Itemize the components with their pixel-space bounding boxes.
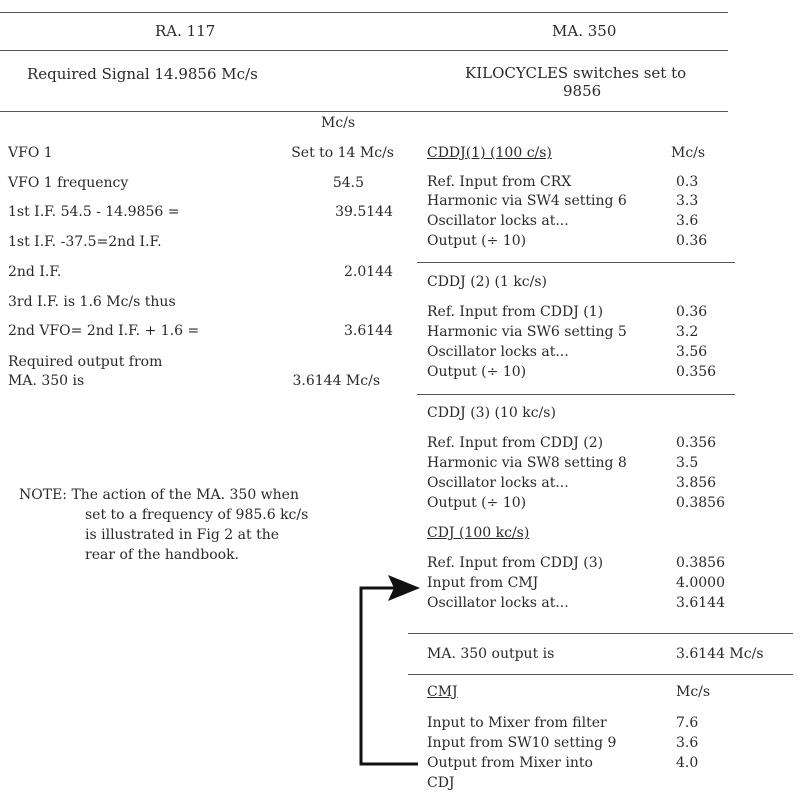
cddj2-label: Oscillator locks at... bbox=[427, 344, 569, 360]
left-row-value: 2.0144 bbox=[344, 264, 393, 280]
cddj1-value: 3.3 bbox=[676, 193, 699, 209]
cmj-last-line: CDJ bbox=[427, 775, 455, 791]
right-title: MA. 350 bbox=[552, 22, 617, 40]
kilocycles-line1: KILOCYCLES switches set to bbox=[465, 64, 687, 82]
required-output-line1: Required output from bbox=[8, 354, 163, 370]
output-label: MA. 350 output is bbox=[427, 646, 555, 662]
cmj-value: 7.6 bbox=[676, 715, 699, 731]
header-rule bbox=[0, 50, 728, 51]
cddj1-label: Oscillator locks at... bbox=[427, 213, 569, 229]
left-row-value: Set to 14 Mc/s bbox=[291, 145, 394, 161]
cddj3-label: Output (÷ 10) bbox=[427, 495, 527, 511]
cddj1-unit: Mc/s bbox=[671, 145, 706, 161]
cddj1-label: Output (÷ 10) bbox=[427, 233, 527, 249]
cddj1-title: CDDJ(1) (100 c/s) bbox=[427, 145, 552, 161]
cddj1-label: Ref. Input from CRX bbox=[427, 174, 572, 190]
cddj3-value: 0.3856 bbox=[676, 495, 725, 511]
note-line3: is illustrated in Fig 2 at the bbox=[85, 527, 279, 543]
cdj-value: 4.0000 bbox=[676, 575, 725, 591]
cddj2-rule bbox=[417, 262, 735, 263]
left-row-value: 54.5 bbox=[332, 175, 364, 191]
cdj-title: CDJ (100 kc/s) bbox=[427, 525, 530, 541]
output-bottom-rule bbox=[408, 674, 793, 675]
cddj2-value: 0.356 bbox=[676, 364, 717, 380]
left-unit: Mc/s bbox=[321, 115, 356, 131]
cddj1-value: 3.6 bbox=[676, 213, 699, 229]
required-signal: Required Signal 14.9856 Mc/s bbox=[27, 65, 258, 83]
cddj2-label: Ref. Input from CDDJ (1) bbox=[427, 304, 604, 320]
cddj3-value: 3.856 bbox=[676, 475, 717, 491]
cddj3-label: Ref. Input from CDDJ (2) bbox=[427, 435, 604, 451]
cmj-value: 3.6 bbox=[676, 735, 699, 751]
note-line1: NOTE: The action of the MA. 350 when bbox=[19, 487, 299, 503]
cdj-value: 0.3856 bbox=[676, 555, 725, 571]
left-row-label: VFO 1 bbox=[8, 145, 53, 161]
kilocycles-line2: 9856 bbox=[563, 82, 602, 100]
cddj2-value: 3.56 bbox=[676, 344, 708, 360]
cmj-label: Input to Mixer from filter bbox=[427, 715, 607, 731]
note-line4: rear of the handbook. bbox=[85, 547, 239, 563]
output-value: 3.6144 Mc/s bbox=[676, 646, 764, 662]
sub-rule bbox=[0, 111, 728, 112]
left-row-label: 2nd VFO= 2nd I.F. + 1.6 = bbox=[8, 323, 200, 339]
cddj2-value: 0.36 bbox=[676, 304, 708, 320]
left-row-label: VFO 1 frequency bbox=[8, 175, 129, 191]
cddj3-label: Oscillator locks at... bbox=[427, 475, 569, 491]
left-row-value: 3.6144 bbox=[344, 323, 393, 339]
cddj2-value: 3.2 bbox=[676, 324, 699, 340]
left-row-label: 1st I.F. -37.5=2nd I.F. bbox=[8, 234, 162, 250]
top-rule bbox=[0, 12, 728, 13]
cddj1-label: Harmonic via SW4 setting 6 bbox=[427, 193, 627, 209]
cddj3-rule bbox=[417, 394, 735, 395]
cddj3-value: 3.5 bbox=[676, 455, 699, 471]
output-top-rule bbox=[408, 633, 793, 634]
left-row-label: 3rd I.F. is 1.6 Mc/s thus bbox=[8, 294, 176, 310]
cmj-value: 4.0 bbox=[676, 755, 699, 771]
left-row-label: 1st I.F. 54.5 - 14.9856 = bbox=[8, 204, 180, 220]
cmj-label: Output from Mixer into bbox=[427, 755, 593, 771]
cdj-value: 3.6144 bbox=[676, 595, 725, 611]
required-output-line2: MA. 350 is bbox=[8, 373, 85, 389]
cddj3-value: 0.356 bbox=[676, 435, 717, 451]
left-title: RA. 117 bbox=[155, 22, 216, 40]
cmj-label: Input from SW10 setting 9 bbox=[427, 735, 617, 751]
cddj3-title: CDDJ (3) (10 kc/s) bbox=[427, 405, 556, 421]
cdj-label: Input from CMJ bbox=[427, 575, 539, 591]
left-row-value: 39.5144 bbox=[335, 204, 393, 220]
cddj2-label: Output (÷ 10) bbox=[427, 364, 527, 380]
required-output-value: 3.6144 Mc/s bbox=[292, 373, 380, 389]
cmj-title: CMJ bbox=[427, 684, 458, 700]
cddj3-label: Harmonic via SW8 setting 8 bbox=[427, 455, 627, 471]
left-row-label: 2nd I.F. bbox=[8, 264, 62, 280]
cddj1-value: 0.3 bbox=[676, 174, 699, 190]
cdj-label: Ref. Input from CDDJ (3) bbox=[427, 555, 604, 571]
cddj2-title: CDDJ (2) (1 kc/s) bbox=[427, 274, 548, 290]
cmj-unit: Mc/s bbox=[676, 684, 711, 700]
cddj1-value: 0.36 bbox=[676, 233, 708, 249]
note-line2: set to a frequency of 985.6 kc/s bbox=[85, 507, 309, 523]
cddj2-label: Harmonic via SW6 setting 5 bbox=[427, 324, 627, 340]
cdj-label: Oscillator locks at... bbox=[427, 595, 569, 611]
